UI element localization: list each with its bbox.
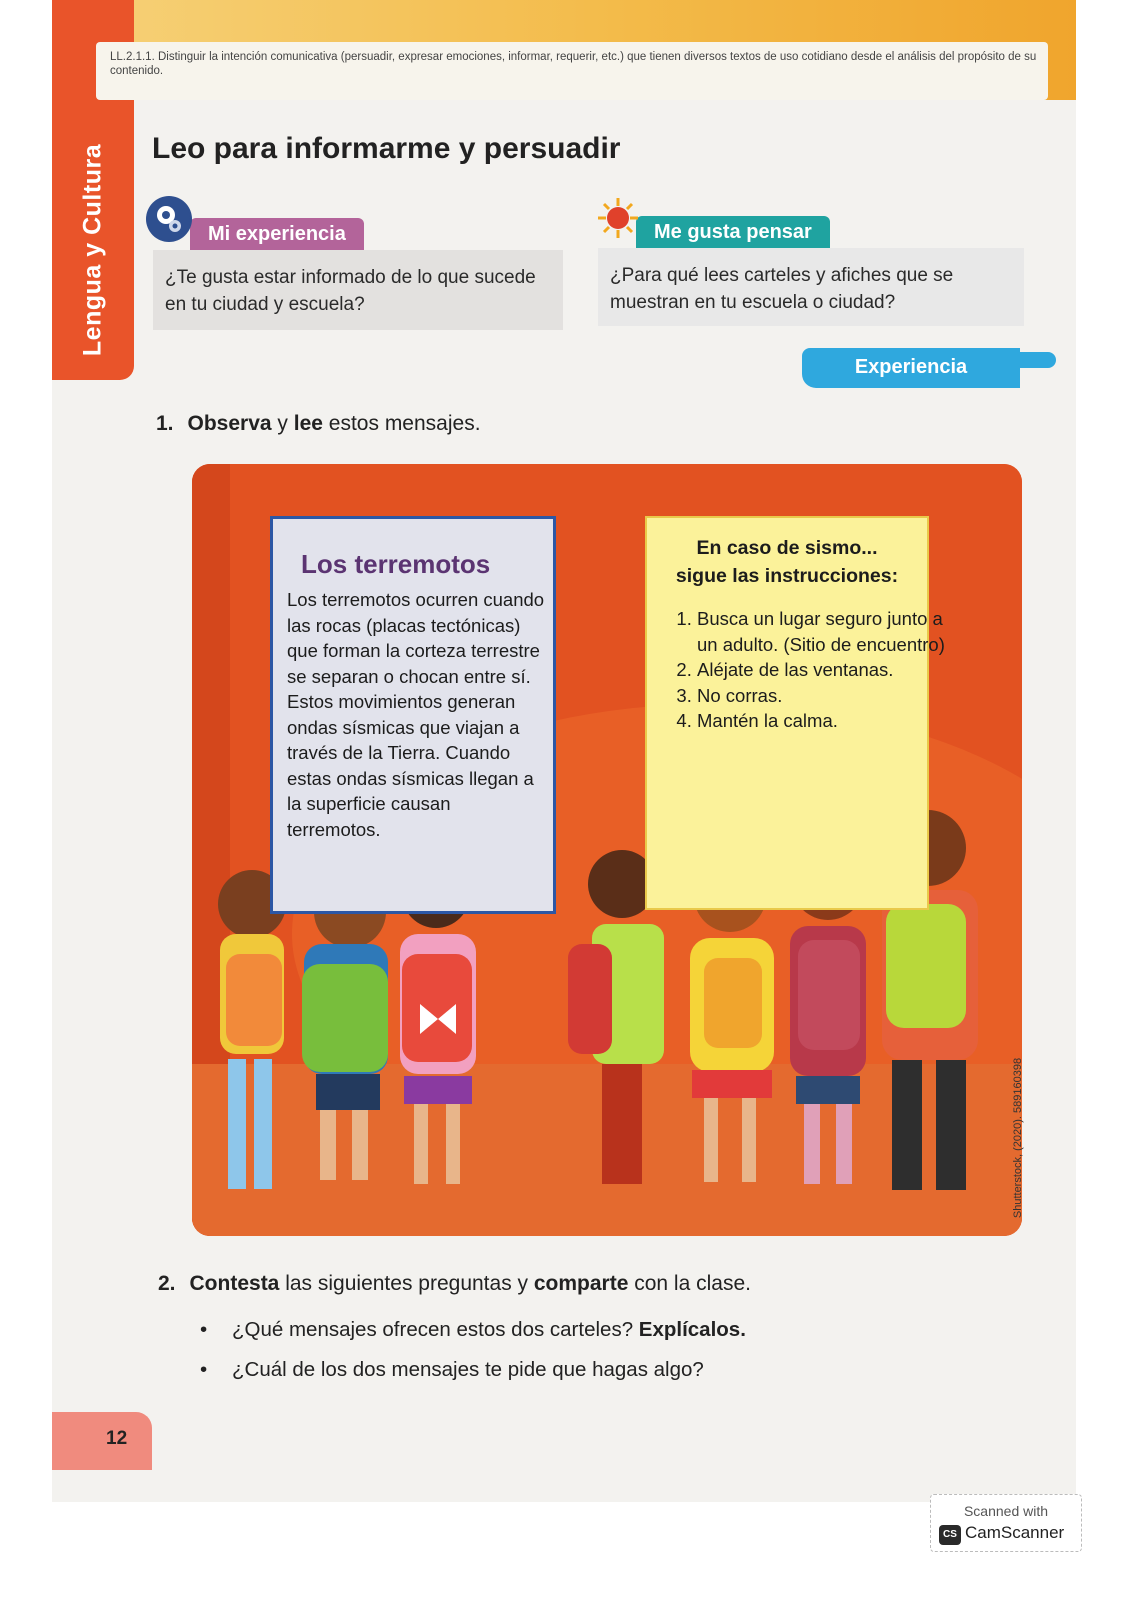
page-number: 12 — [52, 1412, 152, 1470]
earthquake-instructions-poster — [645, 516, 945, 910]
poster-left-title: Los terremotos — [301, 549, 491, 579]
me-gusta-pensar-box — [598, 248, 1024, 326]
question-1: 1. Observa y lee estos mensajes. — [156, 412, 481, 435]
me-gusta-pensar-text: ¿Para qué lees carteles y afiches que se muestran en tu escuela o ciudad? — [610, 265, 954, 313]
sun-idea-icon — [596, 196, 640, 240]
gears-icon — [146, 196, 192, 242]
poster-left-body: Los terremotos ocurren cuando las rocas (placas tectónicas) que forman la corteza terrestre se separan o chocan entre sí. Estos movimientos generan ondas sísmicas que viajan a través de la Tierra. Cuando estas ondas sísmicas llegan a la superficie causan terremotos. — [287, 589, 545, 840]
question-2-bullets — [200, 1318, 746, 1398]
earthquake-info-poster — [270, 516, 556, 914]
image-credit: Shutterstock, (2020). 589160398 — [1012, 1057, 1024, 1219]
camscanner-watermark: Scanned with CS CamScanner — [930, 1494, 1082, 1552]
page-title: Leo para informarme y persuadir — [152, 132, 621, 165]
experiencia-tab: Experiencia — [802, 348, 1020, 388]
instruction-item: 4. Mantén la calma. — [697, 708, 947, 734]
poster-right-title: En caso de sismo... sigue las instrucciones: — [675, 537, 899, 587]
mi-experiencia-box — [153, 250, 563, 330]
bullet-item: • ¿Qué mensajes ofrecen estos dos carteles? Explícalos. — [200, 1318, 746, 1358]
objective-text: LL.2.1.1. Distinguir la intención comunicativa (persuadir, expresar emociones, informar, requerir, etc.) que tienen diversos textos de uso cotidiano desde el análisis del propósito de su contenido. — [110, 51, 1037, 77]
instruction-item: 2. Aléjate de las ventanas. — [697, 657, 947, 683]
question-2: 2. Contesta las siguientes preguntas y comparte con la clase. — [158, 1272, 751, 1295]
instruction-item: 1. Busca un lugar seguro junto a un adulto. (Sitio de encuentro) — [697, 606, 947, 657]
mi-experiencia-label: Mi experiencia — [190, 218, 364, 250]
mi-experiencia-text: ¿Te gusta estar informado de lo que sucede en tu ciudad y escuela? — [165, 267, 536, 315]
experiencia-tab-tail — [1018, 352, 1056, 368]
instruction-item: 3. No corras. — [697, 683, 947, 709]
instructions-list — [673, 606, 947, 734]
side-tab-label: Lengua y Cultura — [78, 143, 107, 357]
bullet-item: • ¿Cuál de los dos mensajes te pide que hagas algo? — [200, 1358, 746, 1398]
camscanner-logo-icon: CS — [939, 1525, 961, 1545]
me-gusta-pensar-label: Me gusta pensar — [636, 216, 830, 248]
